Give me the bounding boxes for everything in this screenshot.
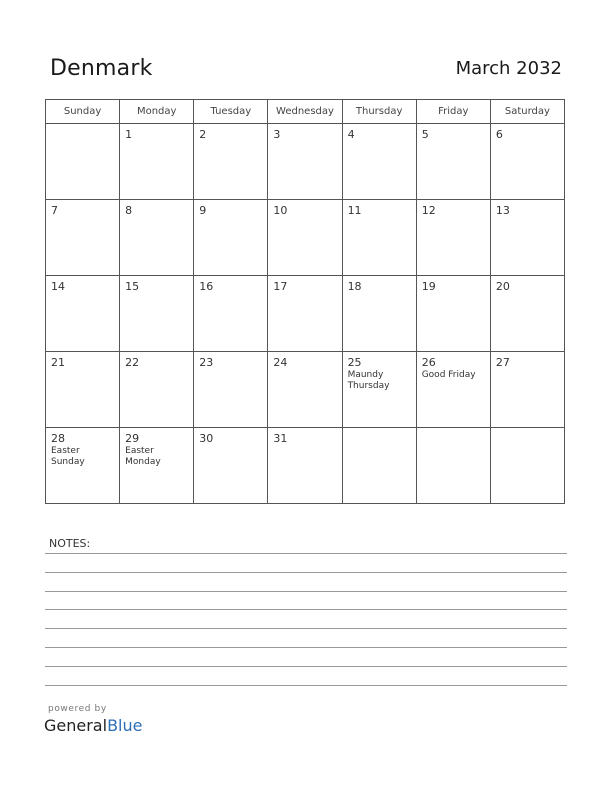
day-number: 10 (273, 204, 288, 217)
day-number: 1 (125, 128, 133, 141)
day-number: 27 (495, 356, 510, 369)
day-cell (46, 276, 120, 352)
note-line (45, 628, 567, 629)
day-number: 30 (199, 432, 214, 445)
day-number: 18 (347, 280, 362, 293)
day-number: 21 (51, 356, 65, 369)
day-number: 5 (421, 128, 429, 141)
day-cell (194, 200, 268, 276)
brand-name-part2: Blue (107, 716, 143, 735)
generalblue-logo (44, 716, 142, 735)
day-cell (416, 276, 490, 352)
day-cell (490, 200, 564, 276)
note-line (45, 666, 567, 667)
day-cell (268, 124, 342, 200)
empty-day-cell (490, 428, 564, 504)
powered-by-text: powered by (48, 704, 107, 714)
weekday-header: Monday (120, 100, 194, 124)
day-number: 26 (421, 356, 436, 369)
day-cell (490, 276, 564, 352)
day-number: 17 (273, 280, 288, 293)
calendar-month-title: March 2032 (455, 58, 562, 79)
holiday-label: Easter Monday (125, 446, 161, 467)
day-cell (342, 200, 416, 276)
day-cell (268, 428, 342, 504)
calendar-body (46, 124, 565, 504)
day-cell (194, 276, 268, 352)
day-cell (490, 352, 564, 428)
day-cell (120, 124, 194, 200)
day-cell (194, 352, 268, 428)
holiday-label: Easter Sunday (51, 446, 85, 467)
day-number: 28 (51, 432, 65, 445)
weekday-header: Saturday (490, 100, 564, 124)
day-cell (194, 428, 268, 504)
day-number: 31 (273, 432, 288, 445)
day-number: 14 (51, 280, 65, 293)
day-cell (490, 124, 564, 200)
holiday-label: Maundy Thursday (347, 370, 390, 391)
day-cell (416, 200, 490, 276)
day-cell (194, 124, 268, 200)
holiday-label: Good Friday (421, 370, 476, 380)
day-number: 9 (199, 204, 207, 217)
calendar-week-row (46, 352, 565, 428)
day-number: 19 (421, 280, 436, 293)
day-cell (46, 352, 120, 428)
day-number: 20 (495, 280, 510, 293)
day-number: 4 (347, 128, 355, 141)
day-number: 16 (199, 280, 214, 293)
day-cell (342, 276, 416, 352)
weekday-header: Sunday (46, 100, 120, 124)
note-line (45, 685, 567, 686)
empty-day-cell (342, 428, 416, 504)
day-number: 6 (495, 128, 503, 141)
weekday-header: Tuesday (194, 100, 268, 124)
day-number: 7 (51, 204, 58, 217)
empty-day-cell (46, 124, 120, 200)
day-cell (120, 200, 194, 276)
day-number: 12 (421, 204, 436, 217)
calendar-week-row (46, 428, 565, 504)
day-cell (46, 428, 120, 504)
day-cell (120, 428, 194, 504)
day-number: 29 (125, 432, 140, 445)
calendar-grid (45, 99, 565, 504)
empty-day-cell (416, 428, 490, 504)
day-number: 11 (347, 204, 362, 217)
weekday-header: Thursday (342, 100, 416, 124)
day-number: 22 (125, 356, 140, 369)
day-number: 24 (273, 356, 288, 369)
note-line (45, 609, 567, 610)
day-cell (342, 124, 416, 200)
note-line (45, 553, 567, 554)
day-number: 13 (495, 204, 510, 217)
day-number: 23 (199, 356, 214, 369)
calendar-week-row (46, 124, 565, 200)
day-cell (416, 124, 490, 200)
calendar-country-title: Denmark (50, 56, 153, 81)
note-line (45, 591, 567, 592)
day-cell (342, 352, 416, 428)
day-number: 8 (125, 204, 133, 217)
day-cell (46, 200, 120, 276)
weekday-header-row (46, 100, 565, 124)
notes-label: NOTES: (49, 537, 91, 550)
weekday-header: Friday (416, 100, 490, 124)
calendar-week-row (46, 276, 565, 352)
brand-name-part1: General (44, 716, 108, 735)
day-cell (268, 200, 342, 276)
note-line (45, 572, 567, 573)
day-cell (120, 276, 194, 352)
day-cell (416, 352, 490, 428)
day-cell (268, 276, 342, 352)
note-line (45, 647, 567, 648)
day-cell (120, 352, 194, 428)
day-number: 3 (273, 128, 281, 141)
day-number: 25 (347, 356, 362, 369)
day-cell (268, 352, 342, 428)
weekday-header: Wednesday (268, 100, 342, 124)
calendar-week-row (46, 200, 565, 276)
day-number: 2 (199, 128, 207, 141)
day-number: 15 (125, 280, 140, 293)
